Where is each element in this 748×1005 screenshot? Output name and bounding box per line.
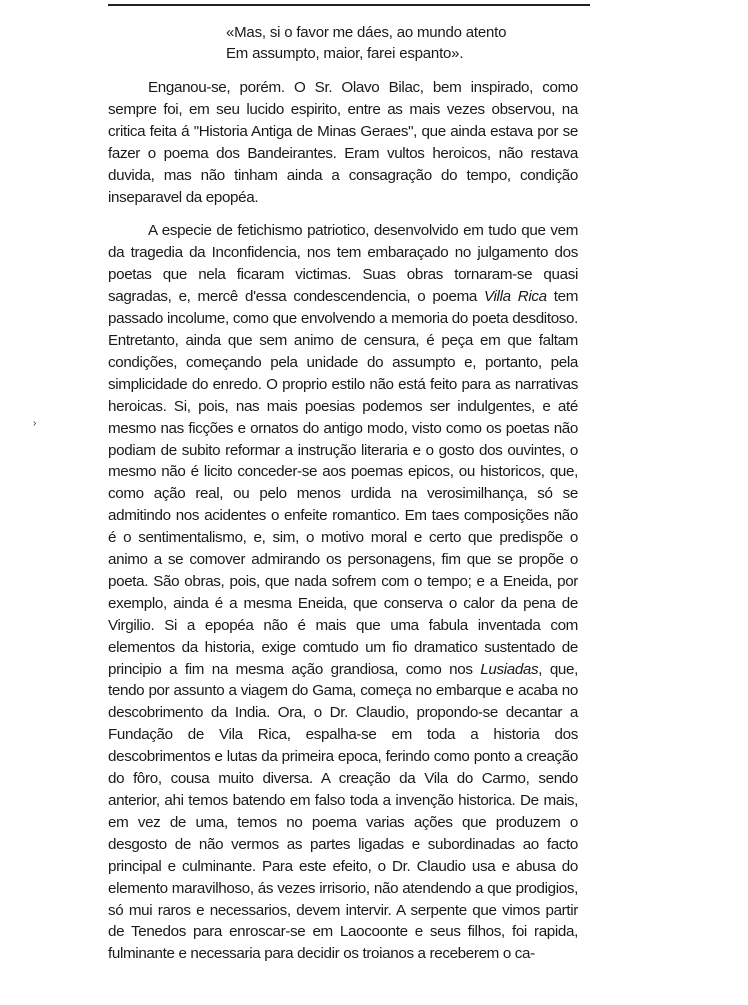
title-villa-rica: Villa Rica (484, 288, 547, 306)
title-lusiadas: Lusiadas (480, 660, 539, 678)
verse-line-2: Em assumpto, maior, farei espanto». (226, 45, 464, 62)
paragraph-2-part-3: , que, tendo por assunto a viagem do Gama, começa no embarque e acaba no descobrimento da India. Ora, o Dr. Claudio, propondo-se decantar a Fundação de Vila Rica, espalha-se em toda a historia dos descobrimentos e lutas da primeira epoca, ferindo como ponto a creação do fôro, cousa muito diversa. A creação da Vila do Carmo, sendo anterior, ahi temos batendo em falso toda a invenção historica. De mais, em vez de uma, temos no poema varias ações que produzem o desgosto de não vermos as partes ligadas e subordinadas ao facto principal e culminante. Para este efeito, o Dr. Claudio usa e abusa do elemento maravilhoso, ás vezes irrisorio, não atendendo a que prodigios, só mui raros e necessarios, devem intervir. A serpente que vimos partir de Tenedos para enroscar-se em Laocoonte e seus filhos, foi rapida, fulminante e necessaria para decidir os troianos a receberem o ca- (108, 660, 578, 963)
page-body (108, 22, 578, 965)
margin-mark: › (33, 418, 37, 429)
paragraph-2-part-1: A especie de fetichismo patriotico, desenvolvido em tudo que vem da tragedia da Inconfidencia, nos tem embaraçado no julgamento dos poetas que nela ficaram victimas. Suas obras tornaram-se quasi sagradas, e, mercê d'essa condescendencia, o poema (108, 222, 578, 306)
paragraph-2 (108, 220, 578, 965)
verse-line-1: «Mas, si o favor me dáes, ao mundo atento (226, 24, 507, 41)
top-rule (108, 4, 590, 6)
paragraph-1: Enganou-se, porém. O Sr. Olavo Bilac, bem inspirado, como sempre foi, em seu lucido espirito, entre as mais vezes observou, na critica feita á "Historia Antiga de Minas Geraes", que ainda estava por se fazer o poema dos Bandeirantes. Eram vultos heroicos, não restava duvida, mas não tinham ainda a consagração do tempo, condição inseparavel da epopéa. (108, 79, 578, 206)
verse-quote (226, 22, 578, 64)
paragraph-2-part-2: tem passado incolume, como que envolvendo a memoria do poeta desditoso. Entretanto, ainda que sem animo de censura, é peça em que faltam condições, começando pela unidade do assumpto e, portanto, pela simplicidade do enredo. O proprio estilo não está feito para as narrativas heroicas. Si, pois, nas mais poesias podemos ser indulgentes, e até mesmo nas ficções e ornatos do antigo modo, visto como os poetas não podiam de subito reformar a instrução literaria e o gosto dos ouvintes, o mesmo não é licito conceder-se aos poemas epicos, ou historicos, que, como ação real, ou pelo menos urdida na verosimilhança, só se admitindo nos acidentes o enfeite romantico. Em taes composições não é o sentimentalismo, e, sim, o motivo moral e certo que predispõe o animo a se comover admirando os personagens, fim que se propõe o poeta. São obras, pois, que nada sofrem com o tempo; e a Eneida, por exemplo, ainda é a mesma Eneida, que conserva o calor da pena de Virgilio. Si a epopéa não é mais que uma fabula inventada com elementos da historia, exige comtudo um fio dramatico sustentado de principio a fim na mesma ação grandiosa, como nos (108, 288, 579, 678)
